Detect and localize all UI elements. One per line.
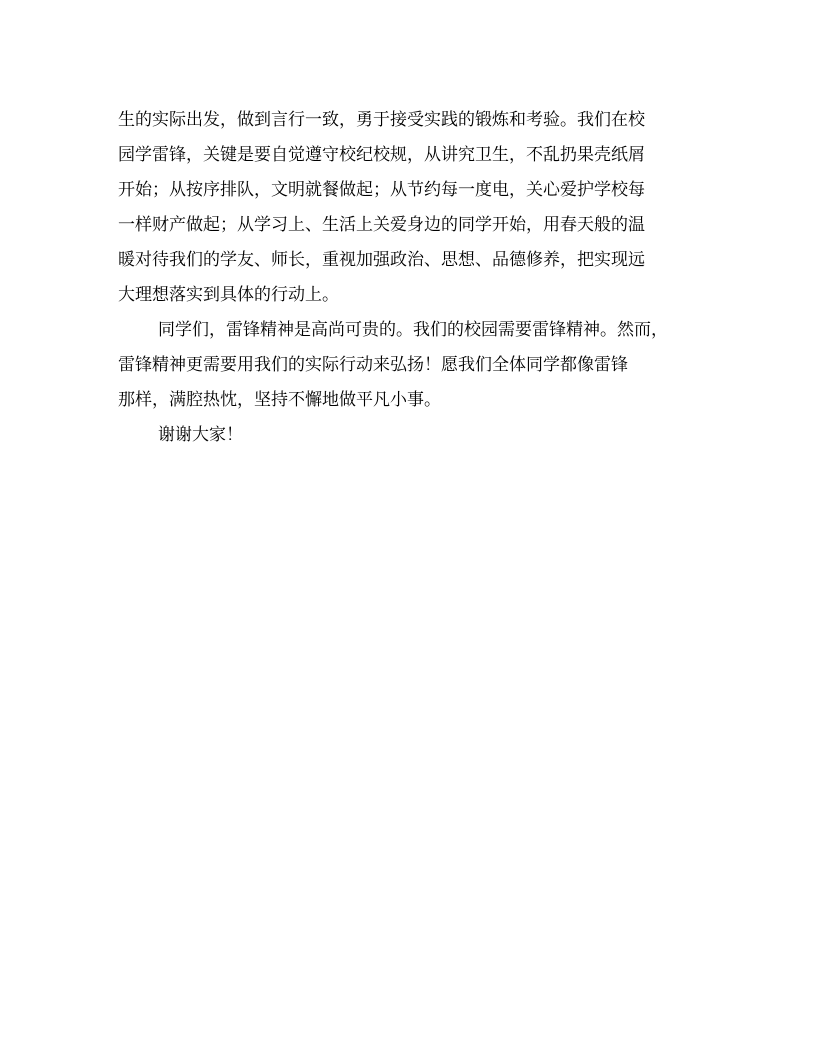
paragraph-3 — [118, 418, 700, 453]
paragraph-line: 那样，满腔热忱，坚持不懈地做平凡小事。 — [118, 390, 441, 410]
document-body — [118, 103, 700, 453]
paragraph-line: 生的实际出发，做到言行一致，勇于接受实践的锻炼和考验。我们在校 — [118, 110, 645, 130]
paragraph-line: 开始；从按序排队，文明就餐做起；从节约每一度电，关心爱护学校每 — [118, 180, 645, 200]
paragraph-line: 大理想落实到具体的行动上。 — [118, 285, 339, 305]
paragraph-line: 一样财产做起；从学习上、生活上关爱身边的同学开始，用春天般的温 — [118, 215, 645, 235]
paragraph-2 — [118, 313, 700, 418]
paragraph-line: 暖对待我们的学友、师长，重视加强政治、思想、品德修养，把实现远 — [118, 250, 645, 270]
paragraph-line: 同学们，雷锋精神是高尚可贵的。我们的校园需要雷锋精神。然而， — [158, 320, 668, 340]
paragraph-1 — [118, 103, 700, 313]
paragraph-line: 园学雷锋，关键是要自觉遵守校纪校规，从讲究卫生，不乱扔果壳纸屑 — [118, 145, 645, 165]
paragraph-line: 雷锋精神更需要用我们的实际行动来弘扬！愿我们全体同学都像雷锋 — [118, 355, 628, 375]
closing-line: 谢谢大家！ — [158, 425, 243, 445]
